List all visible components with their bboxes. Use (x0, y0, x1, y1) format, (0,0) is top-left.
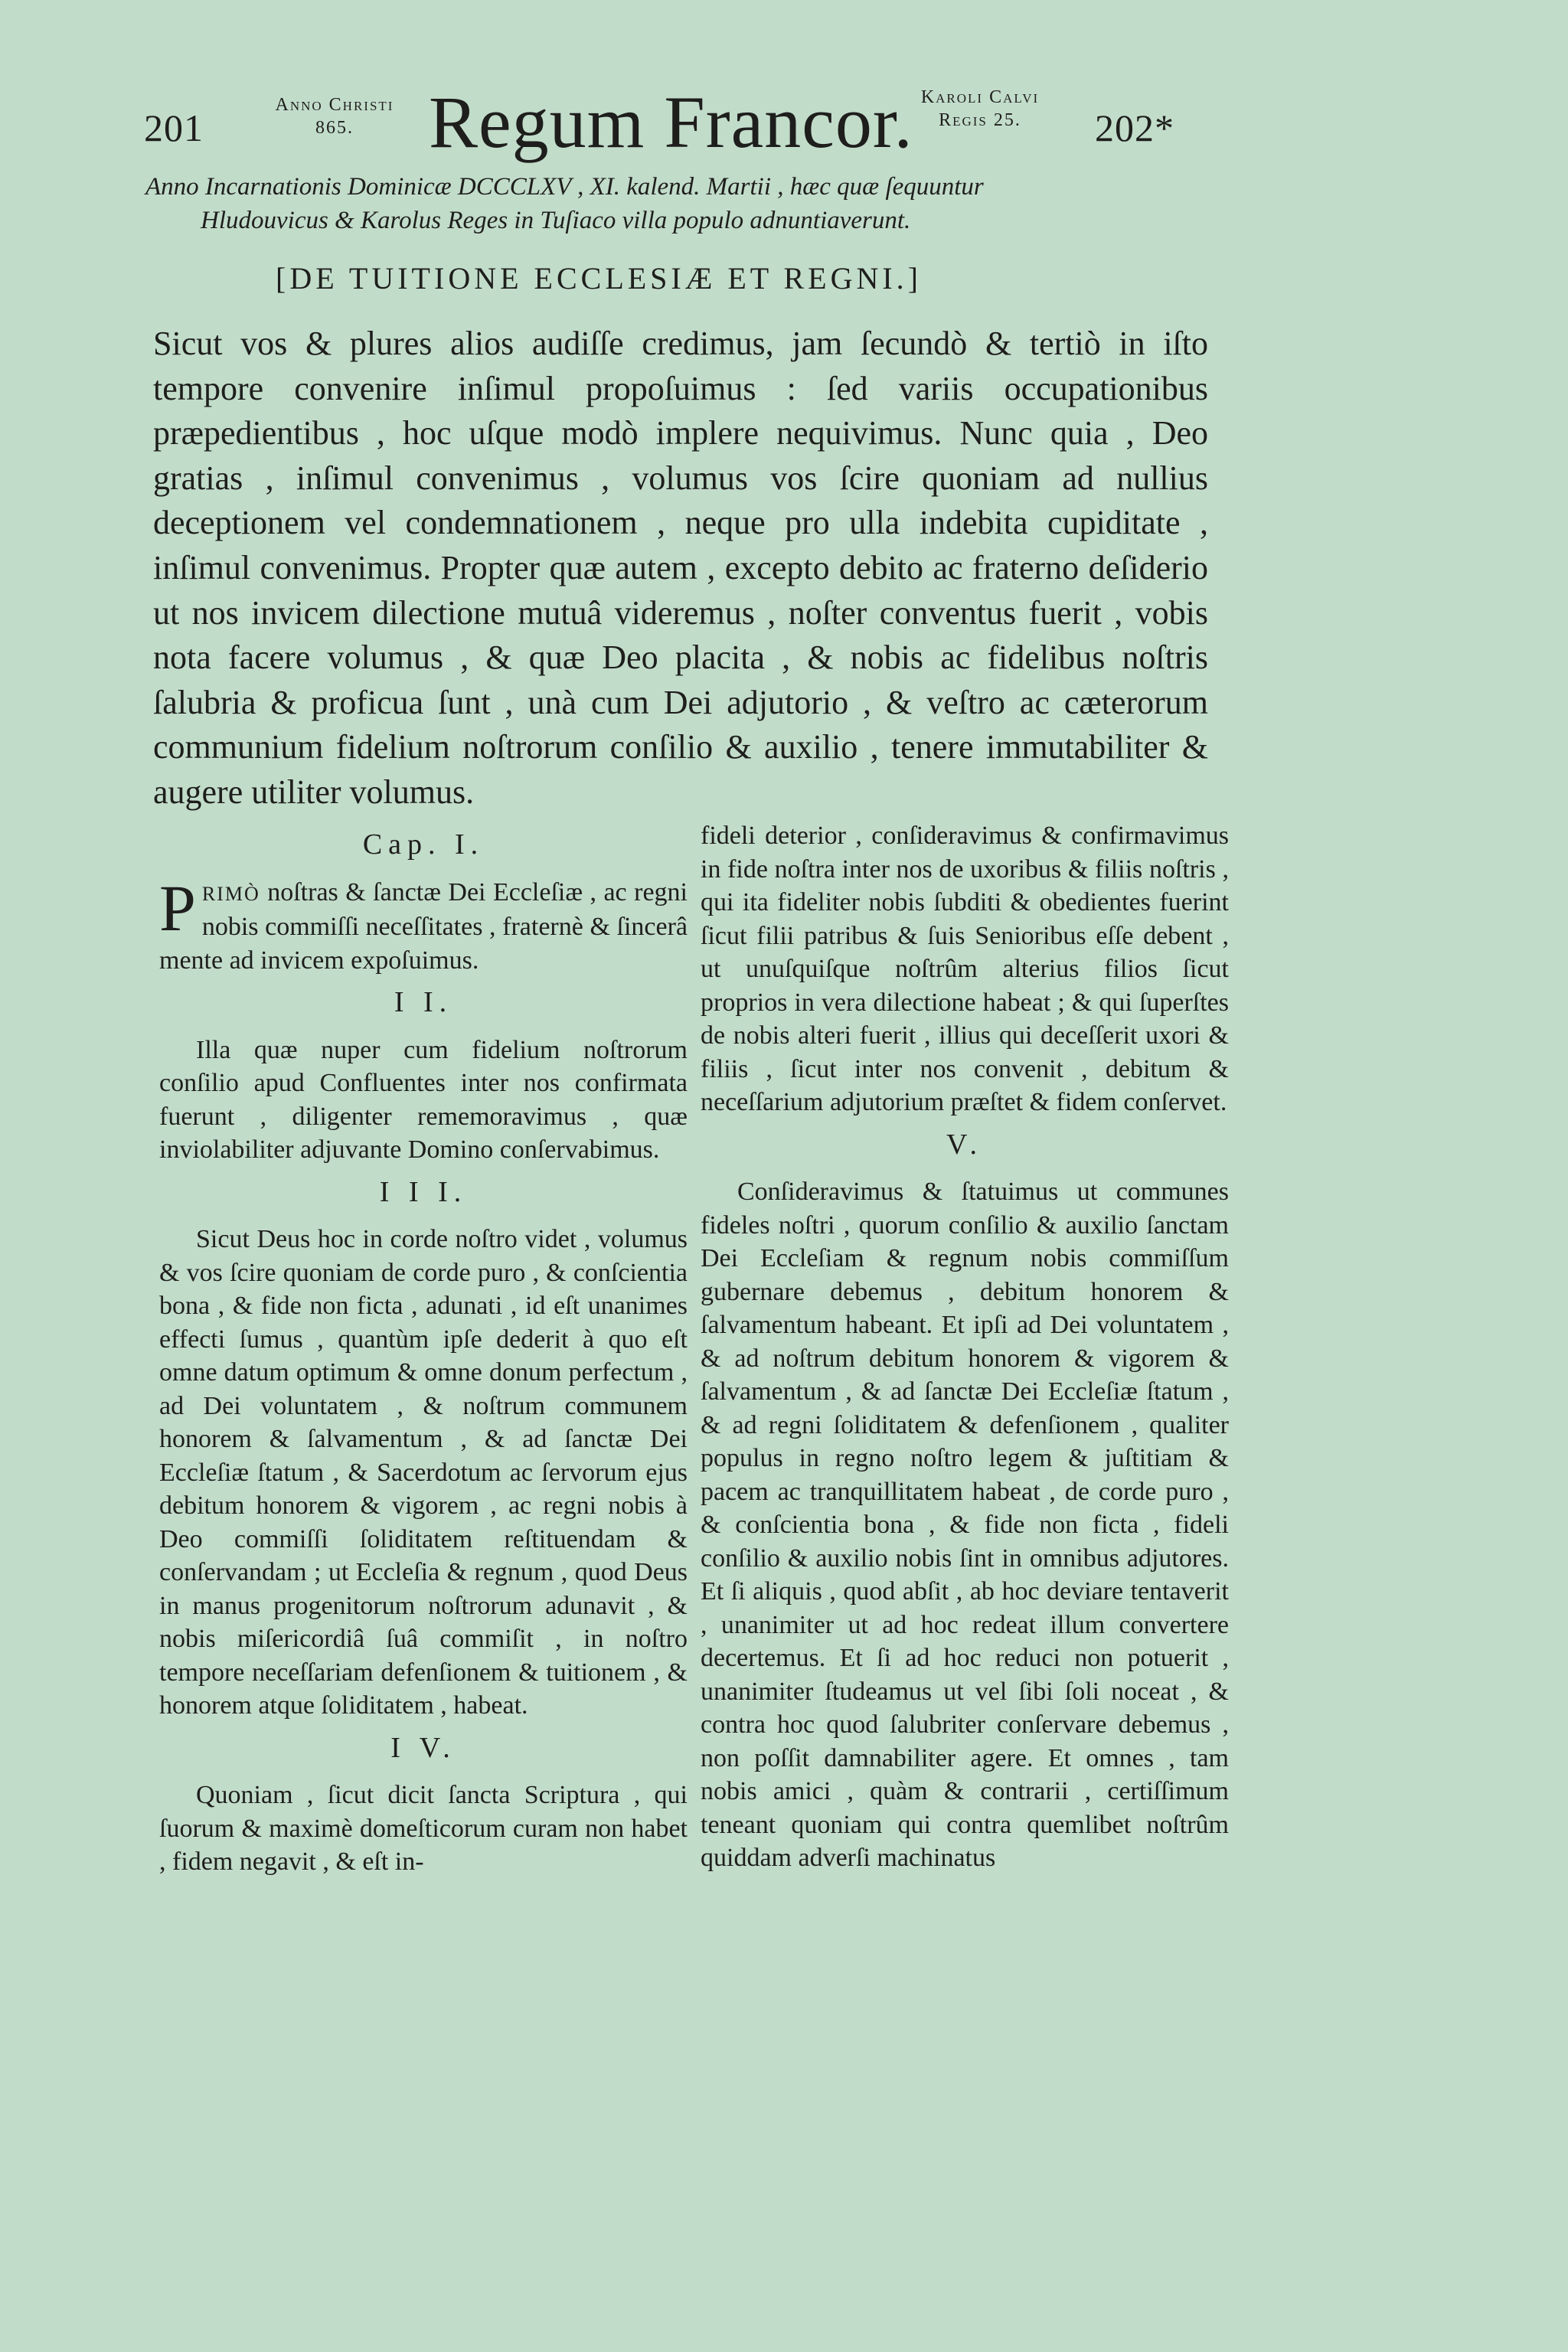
section-heading: [DE TUITIONE ECCLESIÆ ET REGNI.] (276, 261, 922, 296)
main-paragraph: Sicut vos & plures alios audiſſe credimus, jam ſecundò & tertiò in iſto tempore convenire inſimul propoſuimus : ſed variis occupationibus præpedientibus , hoc uſque modò implere nequivimus. Nunc quia , Deo gratias , inſimul convenimus , volumus vos ſcire quoniam ad nullius deceptionem vel condemnationem , neque pro ulla indebita cupiditate , inſimul convenimus. Propter quæ autem , excepto debito ac fraterno deſiderio ut nos invicem dilectione mutuâ videremus , noſter conventus fuerit , vobis nota facere volumus , & quæ Deo placita , & nobis ac fidelibus noſtris ſalubria & proficua ſunt , unà cum Dei adjutorio , & veſtro ac cæterorum communium fidelium noſtrorum conſilio & auxilio , tenere immutabiliter & augere utiliter volumus. (153, 325, 1208, 811)
cap-1-body: noſtras & ſanctæ Dei Eccleſiæ , ac regni nobis commiſſi neceſſitates , fraternè & ſincerâ mente ad invicem expoſuimus. (159, 877, 688, 975)
right-column (701, 819, 1229, 1875)
cap-1-heading: Cap. I. (362, 828, 485, 861)
drop-cap: P (159, 871, 196, 945)
intro-line-2: Hludouvicus & Karolus Reges in Tuſiaco villa populo adnuntiaverunt. (201, 207, 911, 234)
cap-3-text: Sicut Deus hoc in corde noſtro videt , volumus & vos ſcire quoniam de corde puro , & conſcientia bona , & fide non ficta , adunati , id eſt unanimes effecti ſumus , quantùm ipſe dederit à quo eſt omne datum optimum & omne donum perfectum , ad Dei voluntatem , & noſtrum communem honorem & ſalvamentum , & ad ſanctæ Dei Eccleſiæ ſtatum , & Sacerdotum ac ſervorum ejus debitum honorem & vigorem , ac regni nobis à Deo commiſſi ſoliditatem reſtituendam & conſervandam ; ut Eccleſia & regnum , quod Deus in manus progenitorum noſtrorum adunavit , & nobis miſericordiâ ſuâ commiſit , in noſtro tempore neceſſariam defenſionem & tuitionem , & honorem atque ſoliditatem , habeat. (159, 1225, 688, 1720)
cap-5-text: Conſideravimus & ſtatuimus ut communes fideles noſtri , quorum conſilio & auxilio ſanctam Dei Eccleſiam & regnum nobis commiſſum gubernare debemus , debitum honorem & ſalvamentum habeant. Et ipſi ad Dei voluntatem , & ad noſtrum debitum honorem & vigorem & ſalvamentum , & ad ſanctæ Dei Eccleſiæ ſtatum , & ad regni ſoliditatem & defenſionem , qualiter populus in regno noſtro legem & juſtitiam & pacem ac tranquillitatem habeat , de corde puro , & conſcientia bona , & fide non ficta , fideli conſilio & auxilio nobis ſint in omnibus adjutores. Et ſi aliquis , quod abſit , ab hoc deviare tentaverit , unanimiter ut ad hoc redeat illum convertere decertemus. Et ſi ad hoc reduci non potuerit , unanimiter ſtudeamus ut vel ſibi ſoli noceat , & contra hoc quod ſalubriter conſervare debemus , non poſſit damnabiliter agere. Et omnes , tam nobis amici , quàm & contrarii , certiſſimum teneant quoniam qui contra quemlibet noſtrûm quiddam adverſi machinatus (701, 1178, 1229, 1872)
cap-2-heading: I I. (394, 986, 453, 1018)
anno-christi-line1: Anno Christi (275, 95, 394, 115)
cap-2-text: Illa quæ nuper cum fidelium noſtrorum conſilio apud Confluentes inter nos confirmata fuerunt , diligenter rememoravimus , quæ inviolabiliter adjuvante Domino conſervabimus. (159, 1035, 688, 1164)
cap-3-heading: I I I. (379, 1175, 468, 1208)
karoli-calvi-line1: Karoli Calvi (920, 87, 1040, 107)
page-number-left: 201 (144, 106, 204, 149)
karoli-calvi-line2: Regis 25. (939, 110, 1021, 130)
intro-paragraph (145, 170, 1233, 237)
cap-5-heading: V. (946, 1128, 984, 1161)
cap-4-text: Quoniam , ſicut dicit ſancta Scriptura , qui ſuorum & maximè domeſticorum curam non habet , fidem negavit , & eſt in- (159, 1781, 688, 1876)
anno-christi-line2: 865. (315, 118, 354, 138)
cap-4-heading: I V. (390, 1731, 456, 1764)
cap-1-text (159, 871, 688, 978)
running-title: Regum Francor. (429, 81, 913, 163)
page-number-right: 202* (1095, 106, 1174, 149)
cap-1-smallcaps: RIMÒ (201, 882, 260, 905)
karoli-calvi-label (888, 86, 1072, 132)
intro-line-1: Anno Incarnationis Dominicæ DCCCLXV , XI. kalend. Martii , hæc quæ ſequuntur (145, 173, 984, 201)
left-column (159, 819, 688, 1879)
anno-christi-label (239, 93, 430, 139)
cap-4-continued: fideli deterior , conſideravimus & confirmavimus in fide noſtra inter nos de uxoribus & filiis noſtris , qui ita fideliter nobis ſubditi & obedientes fuerint ſicut filii patribus & ſuis Senioribus eſſe debent , ut unuſquiſque noſtrûm alterius filios ſicut proprios in vera dilectione habeat ; & qui ſuperſtes de nobis alteri fuerit , illius qui deceſſerit uxori & filiis , ſicut inter nos convenit , debitum & neceſſarium adjutorium præſtet & fidem conſervet. (701, 822, 1229, 1116)
